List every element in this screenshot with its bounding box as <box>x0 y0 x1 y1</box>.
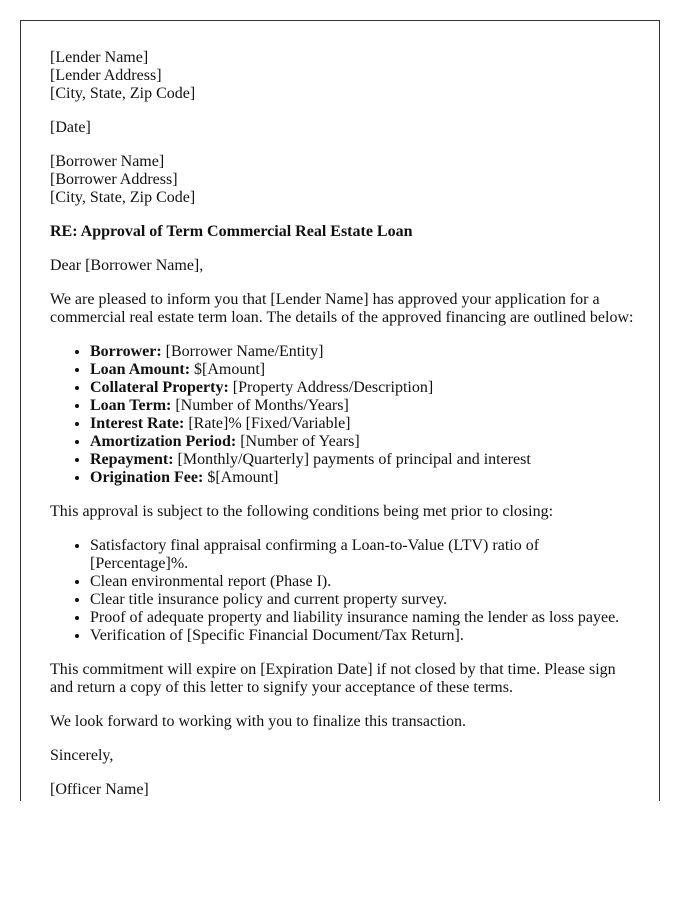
list-item <box>90 415 640 433</box>
term-value: [Borrower Name/Entity] <box>161 343 324 360</box>
term-value: [Rate]% [Fixed/Variable] <box>184 415 351 432</box>
intro-paragraph: We are pleased to inform you that [Lender Name] has approved your application for a commercial real estate term loan. The details of the approved financing are outlined below: <box>50 291 634 326</box>
list-item <box>90 451 640 469</box>
letter-content <box>50 49 640 801</box>
lender-city-state-zip: [City, State, Zip Code] <box>50 85 196 102</box>
term-value: [Property Address/Description] <box>228 379 434 396</box>
term-value: $[Amount] <box>203 469 279 486</box>
closing-remark: We look forward to working with you to finalize this transaction. <box>50 713 466 730</box>
expiration-paragraph: This commitment will expire on [Expiration Date] if not closed by that time. Please sign and return a copy of this letter to signify your acceptance of these terms. <box>50 661 616 696</box>
list-item: • Verification of [Specific Financial Document/Tax Return]. <box>90 627 640 645</box>
conditions-list <box>50 537 640 645</box>
term-label: Collateral Property: <box>90 379 229 396</box>
lender-address: [Lender Address] <box>50 67 162 84</box>
list-item <box>90 397 640 415</box>
term-value: $[Amount] <box>190 361 266 378</box>
conditions-intro: This approval is subject to the following conditions being met prior to closing: <box>50 503 554 520</box>
list-item <box>90 361 640 379</box>
subject-line: RE: Approval of Term Commercial Real Estate Loan <box>50 223 413 240</box>
salutation: Dear [Borrower Name], <box>50 257 204 274</box>
list-item: • Clean environmental report (Phase I). <box>90 573 640 591</box>
term-value: [Monthly/Quarterly] payments of principal and interest <box>173 451 531 468</box>
borrower-name: [Borrower Name] <box>50 153 165 170</box>
borrower-address: [Borrower Address] <box>50 171 178 188</box>
officer-name: [Officer Name] <box>50 781 149 798</box>
term-label: Interest Rate: <box>90 415 185 432</box>
list-item <box>90 433 640 451</box>
list-item <box>90 469 640 487</box>
term-label: Repayment: <box>90 451 174 468</box>
list-item <box>90 343 640 361</box>
borrower-address-block <box>50 153 640 207</box>
term-label: Amortization Period: <box>90 433 237 450</box>
term-value: [Number of Years] <box>236 433 360 450</box>
list-item <box>90 379 640 397</box>
term-value: [Number of Months/Years] <box>171 397 349 414</box>
letter-page <box>20 20 660 801</box>
term-label: Loan Term: <box>90 397 172 414</box>
list-item: • Proof of adequate property and liability insurance naming the lender as loss payee. <box>90 609 640 627</box>
term-label: Borrower: <box>90 343 162 360</box>
term-label: Origination Fee: <box>90 469 204 486</box>
list-item: • Satisfactory final appraisal confirming a Loan-to-Value (LTV) ratio of [Percentage]%. <box>90 537 640 573</box>
borrower-city-state-zip: [City, State, Zip Code] <box>50 189 196 206</box>
list-item: • Clear title insurance policy and current property survey. <box>90 591 640 609</box>
lender-name: [Lender Name] <box>50 49 149 66</box>
term-label: Loan Amount: <box>90 361 191 378</box>
sign-off: Sincerely, <box>50 747 114 764</box>
loan-terms-list <box>50 343 640 487</box>
letter-date: [Date] <box>50 119 91 136</box>
lender-address-block <box>50 49 640 103</box>
